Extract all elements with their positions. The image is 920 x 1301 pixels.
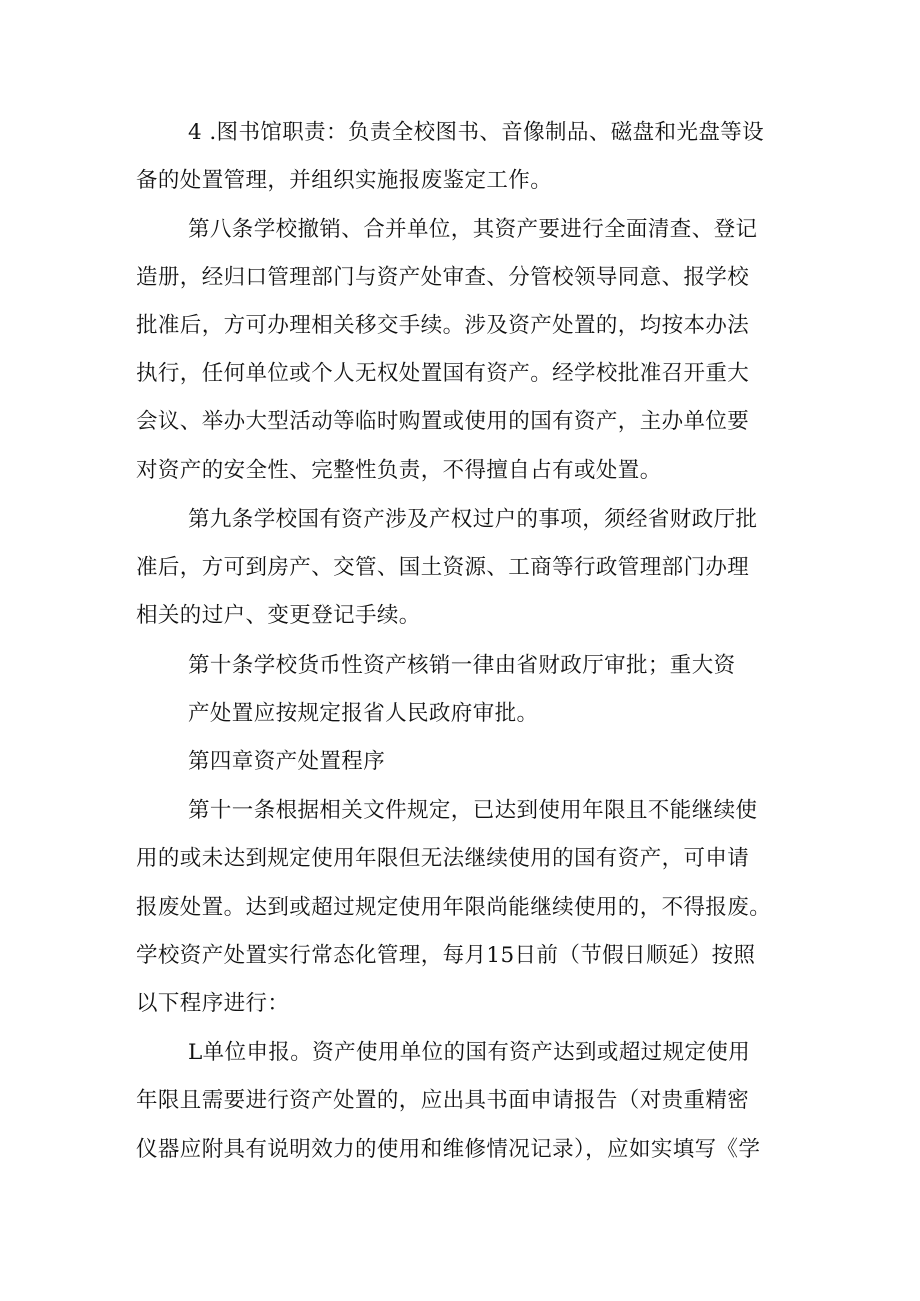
text-line: 会议、举办大型活动等临时购置或使用的国有资产，主办单位要: [136, 409, 750, 434]
text-line: 报废处置。达到或超过规定使用年限尚能继续使用的，不得报废。: [136, 895, 772, 920]
text-line: 年限且需要进行资产处置的，应出具书面申请报告（对贵重精密: [136, 1088, 750, 1113]
text-line: L单位申报。资产使用单位的国有资产达到或超过规定使用: [188, 1040, 751, 1065]
text-line: 第十一条根据相关文件规定，已达到使用年限且不能继续使: [188, 798, 758, 823]
text-line: 用的或未达到规定使用年限但无法继续使用的国有资产，可申请: [136, 846, 750, 871]
text-line: 对资产的安全性、完整性负责，不得擅自占有或处置。: [136, 458, 662, 483]
text-line: 造册，经归口管理部门与资产处审查、分管校领导同意、报学校: [136, 265, 750, 290]
text-line: 批准后，方可办理相关移交手续。涉及资产处置的，均按本办法: [136, 313, 750, 338]
chapter-heading: 第四章资产处置程序: [188, 749, 386, 774]
text-line: 第八条学校撤销、合并单位，其资产要进行全面清查、登记: [188, 217, 758, 242]
text-line: 第十条学校货币性资产核销一律由省财政厅审批；重大资: [188, 653, 736, 678]
text-line: 学校资产处置实行常态化管理，每月15日前（节假日顺延）按照: [136, 943, 756, 968]
text-line: 产处置应按规定报省人民政府审批。: [188, 701, 539, 726]
text-line: 以下程序进行：: [136, 991, 290, 1016]
text-line: 相关的过户、变更登记手续。: [136, 603, 421, 628]
text-line: 第九条学校国有资产涉及产权过户的事项，须经省财政厅批: [188, 507, 758, 532]
text-line: 准后，方可到房产、交管、国土资源、工商等行政管理部门办理: [136, 555, 750, 580]
text-line: 仪器应附具有说明效力的使用和维修情况记录），应如实填写《学: [136, 1137, 761, 1162]
text-line: 4 .图书馆职责：负责全校图书、音像制品、磁盘和光盘等设: [188, 120, 765, 145]
text-line: 执行，任何单位或个人无权处置国有资产。经学校批准召开重大: [136, 361, 750, 386]
text-line: 备的处置管理，并组织实施报废鉴定工作。: [136, 168, 553, 193]
